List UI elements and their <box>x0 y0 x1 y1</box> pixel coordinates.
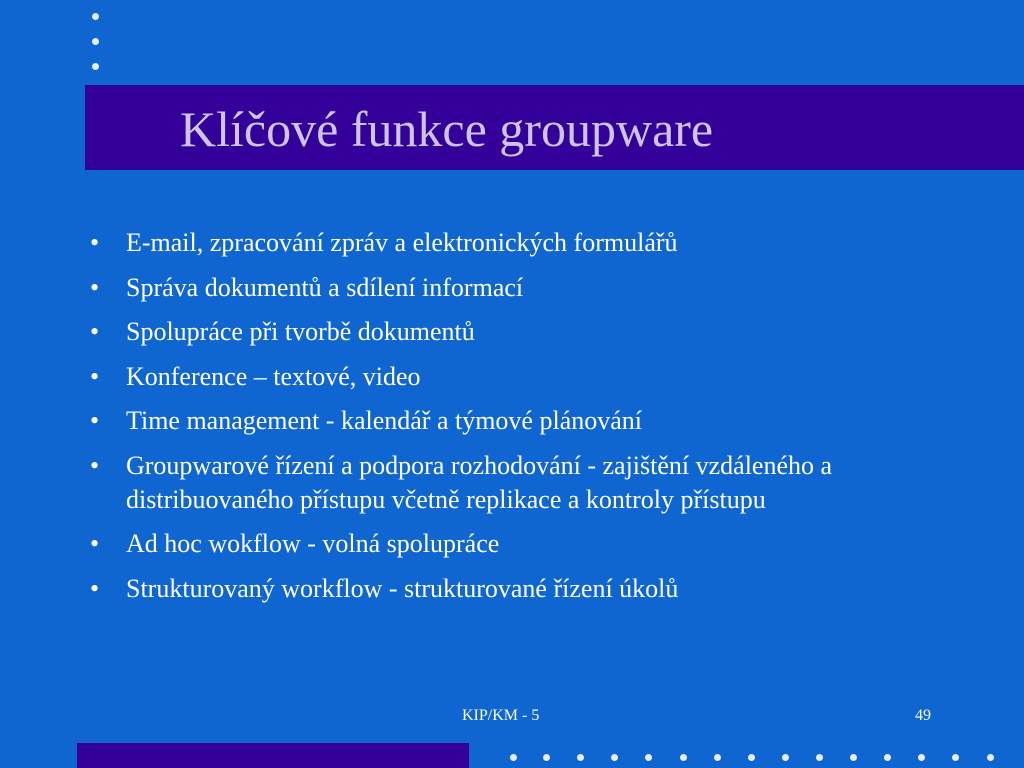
page-number: 49 <box>915 707 931 724</box>
bullet-item <box>90 449 930 517</box>
slide-title: Klíčové funkce groupware <box>180 101 714 157</box>
decorative-dot <box>987 754 994 761</box>
bullet-marker: • <box>90 361 100 391</box>
bullet-marker: • <box>90 228 100 257</box>
decorative-dot <box>748 754 755 761</box>
bullet-item <box>90 315 930 349</box>
bullet-marker: • <box>90 317 100 346</box>
bullet-text: Strukturovaný workflow - strukturované řízení úkolů <box>126 573 679 603</box>
bullet-text: Time management - kalendář a týmové plánování <box>126 406 643 435</box>
bullet-item <box>90 226 930 260</box>
decorative-dot <box>714 754 721 761</box>
decorative-dot <box>782 754 789 761</box>
decorative-dot <box>92 63 99 70</box>
bullet-marker: • <box>90 450 100 480</box>
bullet-item <box>90 404 930 438</box>
decorative-dot <box>680 754 687 761</box>
bullet-item <box>90 271 930 305</box>
decorative-dot <box>884 754 891 761</box>
bullet-text: Spolupráce při tvorbě dokumentů <box>126 317 475 346</box>
bullet-text: Správa dokumentů a sdílení informací <box>126 272 524 302</box>
bullet-text: E-mail, zpracování zpráv a elektronických formulářů <box>126 228 678 257</box>
bullet-text: Konference – textové, video <box>126 361 421 391</box>
decorative-dot <box>850 754 857 761</box>
decorative-dot <box>952 754 959 761</box>
decorative-dot <box>92 13 99 20</box>
bullet-text: Groupwarové řízení a podpora rozhodování - zajištění vzdáleného a distribuovaného přístupu včetně replikace a kontroly přístupu <box>126 450 833 514</box>
bullet-item <box>90 572 930 606</box>
bullet-item <box>90 360 930 394</box>
decorative-dot <box>510 754 517 761</box>
decorative-dot <box>92 38 99 45</box>
bullet-marker: • <box>90 573 100 603</box>
decorative-dot <box>918 754 925 761</box>
decorative-dot <box>543 754 550 761</box>
bottom-band <box>77 743 469 768</box>
decorative-dot <box>611 754 618 761</box>
decorative-dot <box>816 754 823 761</box>
footer-course-label: KIP/KM - 5 <box>462 707 540 724</box>
bullet-marker: • <box>90 529 100 558</box>
bullet-marker: • <box>90 272 100 302</box>
bullet-text: Ad hoc wokflow - volná spolupráce <box>126 529 500 558</box>
bullet-list <box>90 226 930 616</box>
bullet-marker: • <box>90 406 100 435</box>
bullet-item <box>90 527 930 561</box>
decorative-dot <box>645 754 652 761</box>
decorative-dot <box>577 754 584 761</box>
